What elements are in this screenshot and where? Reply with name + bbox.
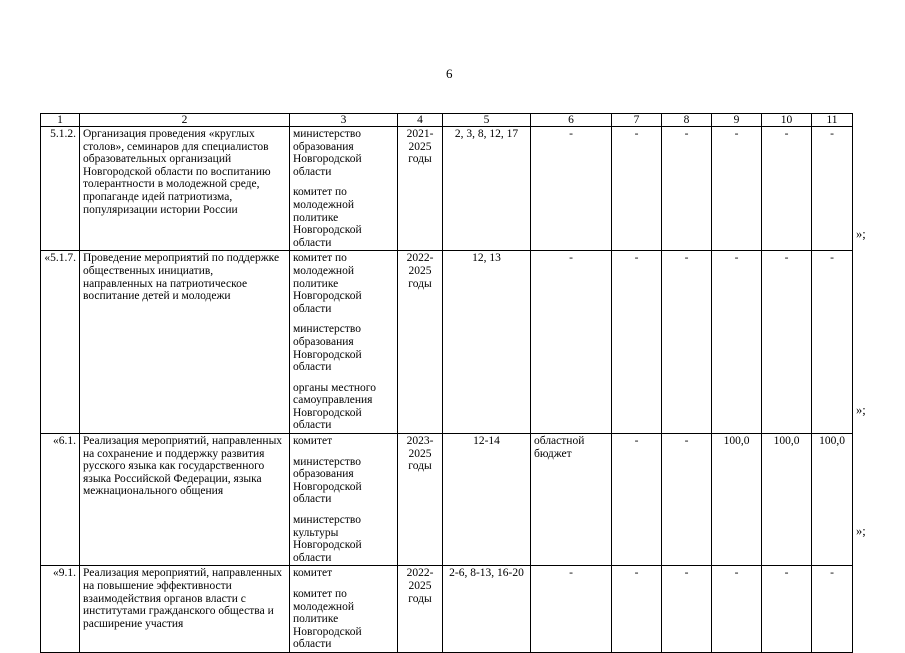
column-number: 3	[290, 114, 398, 127]
funding-value: -	[612, 127, 662, 251]
executor: министерство образования Новгородской области	[293, 323, 362, 374]
activity-name: Реализация мероприятий, направленных на повышение эффективности взаимодействия органов власти с институтами гражданского общества и расширение участия	[80, 566, 290, 653]
column-number: 1	[41, 114, 80, 127]
activity-number: 5.1.2.	[41, 127, 80, 251]
column-number: 2	[80, 114, 290, 127]
table-row	[41, 434, 853, 566]
executor: министерство культуры Новгородской области	[293, 514, 362, 564]
closing-quote-mark: »;	[856, 524, 866, 538]
executor: министерство образования Новгородской области	[293, 455, 362, 506]
funding-value: -	[712, 251, 762, 434]
activity-indicators: 2, 3, 8, 12, 17	[443, 127, 531, 251]
activity-indicators: 2-6, 8-13, 16-20	[443, 566, 531, 653]
executor: министерство образования Новгородской области	[293, 128, 362, 178]
program-activities-table	[40, 113, 853, 653]
table-row	[41, 566, 853, 653]
closing-quote-mark: »;	[856, 227, 866, 241]
funding-value: -	[712, 566, 762, 653]
funding-value: -	[612, 566, 662, 653]
funding-value: -	[762, 251, 812, 434]
activity-executors	[290, 566, 398, 653]
column-number: 8	[662, 114, 712, 127]
column-number: 7	[612, 114, 662, 127]
activity-number: «5.1.7.	[41, 251, 80, 434]
executor: комитет по молодежной политике Новгородской области	[293, 186, 362, 249]
funding-value: -	[762, 127, 812, 251]
column-number: 9	[712, 114, 762, 127]
activity-years: 2023-2025 годы	[398, 434, 443, 566]
funding-source: областной бюджет	[531, 434, 612, 566]
executor: комитет по молодежной политике Новгородской области	[293, 588, 362, 651]
funding-source: -	[531, 127, 612, 251]
column-number: 5	[443, 114, 531, 127]
page-number: 6	[446, 66, 453, 81]
activity-name: Реализация мероприятий, направленных на сохранение и поддержку развития русского языка как государственного языка Российской Федерации, языка межнационального общения	[80, 434, 290, 566]
activity-name: Организация проведения «круглых столов», семинаров для специалистов образовательных организаций Новгородской области по воспитанию толерантности в молодежной среде, пропаганде идей патриотизма, популяризации истории России	[80, 127, 290, 251]
funding-value: 100,0	[812, 434, 853, 566]
executor: комитет по молодежной политике Новгородской области	[293, 252, 362, 315]
activity-executors	[290, 127, 398, 251]
funding-value: -	[662, 127, 712, 251]
column-number: 10	[762, 114, 812, 127]
funding-value: 100,0	[762, 434, 812, 566]
funding-value: -	[762, 566, 812, 653]
funding-value: 100,0	[712, 434, 762, 566]
table-row	[41, 127, 853, 251]
activity-number: «9.1.	[41, 566, 80, 653]
funding-source: -	[531, 251, 612, 434]
executor: органы местного самоуправления Новгородской области	[293, 381, 376, 432]
activity-years: 2022-2025 годы	[398, 566, 443, 653]
funding-value: -	[662, 566, 712, 653]
activity-number: «6.1.	[41, 434, 80, 566]
funding-value: -	[712, 127, 762, 251]
table-row	[41, 251, 853, 434]
activity-indicators: 12-14	[443, 434, 531, 566]
activity-years: 2022-2025 годы	[398, 251, 443, 434]
funding-value: -	[612, 434, 662, 566]
funding-source: -	[531, 566, 612, 653]
funding-value: -	[812, 251, 853, 434]
funding-value: -	[662, 251, 712, 434]
activity-name: Проведение мероприятий по поддержке общественных инициатив, направленных на патриотическое воспитание детей и молодежи	[80, 251, 290, 434]
column-number-row	[41, 114, 853, 127]
column-number: 11	[812, 114, 853, 127]
activity-executors	[290, 251, 398, 434]
funding-value: -	[612, 251, 662, 434]
executor: комитет	[293, 567, 333, 580]
activity-indicators: 12, 13	[443, 251, 531, 434]
closing-quote-mark: »;	[856, 403, 866, 417]
funding-value: -	[662, 434, 712, 566]
activity-executors	[290, 434, 398, 566]
activity-years: 2021-2025 годы	[398, 127, 443, 251]
executor: комитет	[293, 435, 333, 448]
funding-value: -	[812, 127, 853, 251]
column-number: 4	[398, 114, 443, 127]
column-number: 6	[531, 114, 612, 127]
funding-value: -	[812, 566, 853, 653]
